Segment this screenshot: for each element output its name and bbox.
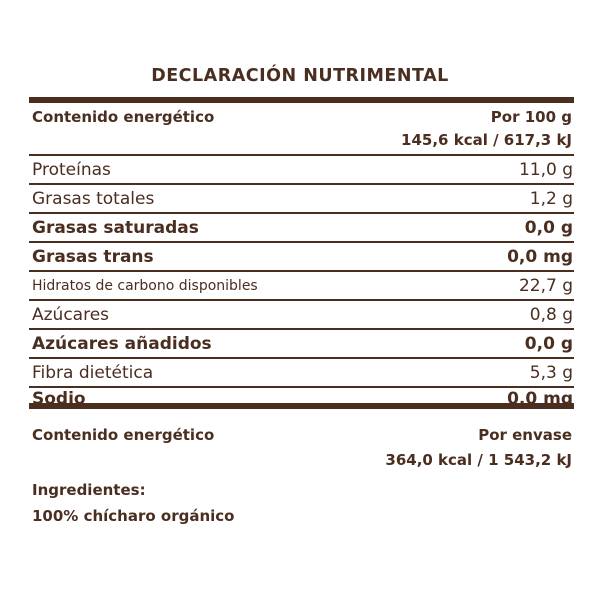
nutrient-row [29, 301, 574, 330]
nutrient-row [29, 359, 574, 388]
nutrient-row [29, 272, 574, 301]
nutrition-table [29, 97, 574, 409]
nutrient-value: 11,0 g [518, 159, 573, 180]
energy-per-package: 364,0 kcal / 1 543,2 kJ [385, 451, 572, 469]
ingredients-text: 100% chícharo orgánico [32, 507, 235, 525]
nutrient-label: Hidratos de carbono disponibles [32, 277, 258, 294]
nutrient-row [29, 214, 574, 243]
nutrient-value: 0,8 g [529, 304, 573, 325]
energy-label: Contenido energético [32, 426, 215, 444]
per-100g-label: Por 100 g [490, 108, 572, 126]
nutrient-value: 5,3 g [529, 362, 573, 383]
nutrient-label: Azúcares [32, 304, 110, 325]
nutrient-label: Grasas saturadas [32, 217, 199, 238]
nutrient-label: Azúcares añadidos [32, 333, 212, 354]
per-package-label: Por envase [478, 426, 572, 444]
nutrient-value: 1,2 g [529, 188, 573, 209]
energy-per-100g: 145,6 kcal / 617,3 kJ [401, 131, 572, 149]
nutrient-label: Proteínas [32, 159, 111, 180]
nutrient-row [29, 156, 574, 185]
nutrient-row [29, 185, 574, 214]
page-title: DECLARACIÓN NUTRIMENTAL [151, 66, 449, 86]
nutrient-row [29, 388, 574, 409]
nutrient-row [29, 330, 574, 359]
nutrient-value: 0,0 mg [507, 388, 573, 409]
nutrient-label: Sodio [32, 388, 86, 409]
ingredients-heading: Ingredientes: [32, 481, 146, 499]
energy-per-package-section [29, 421, 574, 473]
nutrient-row [29, 243, 574, 272]
nutrient-value: 0,0 g [524, 217, 573, 238]
nutrient-label: Fibra dietética [32, 362, 154, 383]
energy-label: Contenido energético [32, 108, 215, 126]
nutrient-label: Grasas totales [32, 188, 155, 209]
nutrient-value: 22,7 g [518, 275, 573, 296]
energy-header-row [29, 103, 574, 156]
nutrient-label: Grasas trans [32, 246, 154, 267]
nutrient-value: 0,0 mg [507, 246, 573, 267]
nutrient-value: 0,0 g [524, 333, 573, 354]
